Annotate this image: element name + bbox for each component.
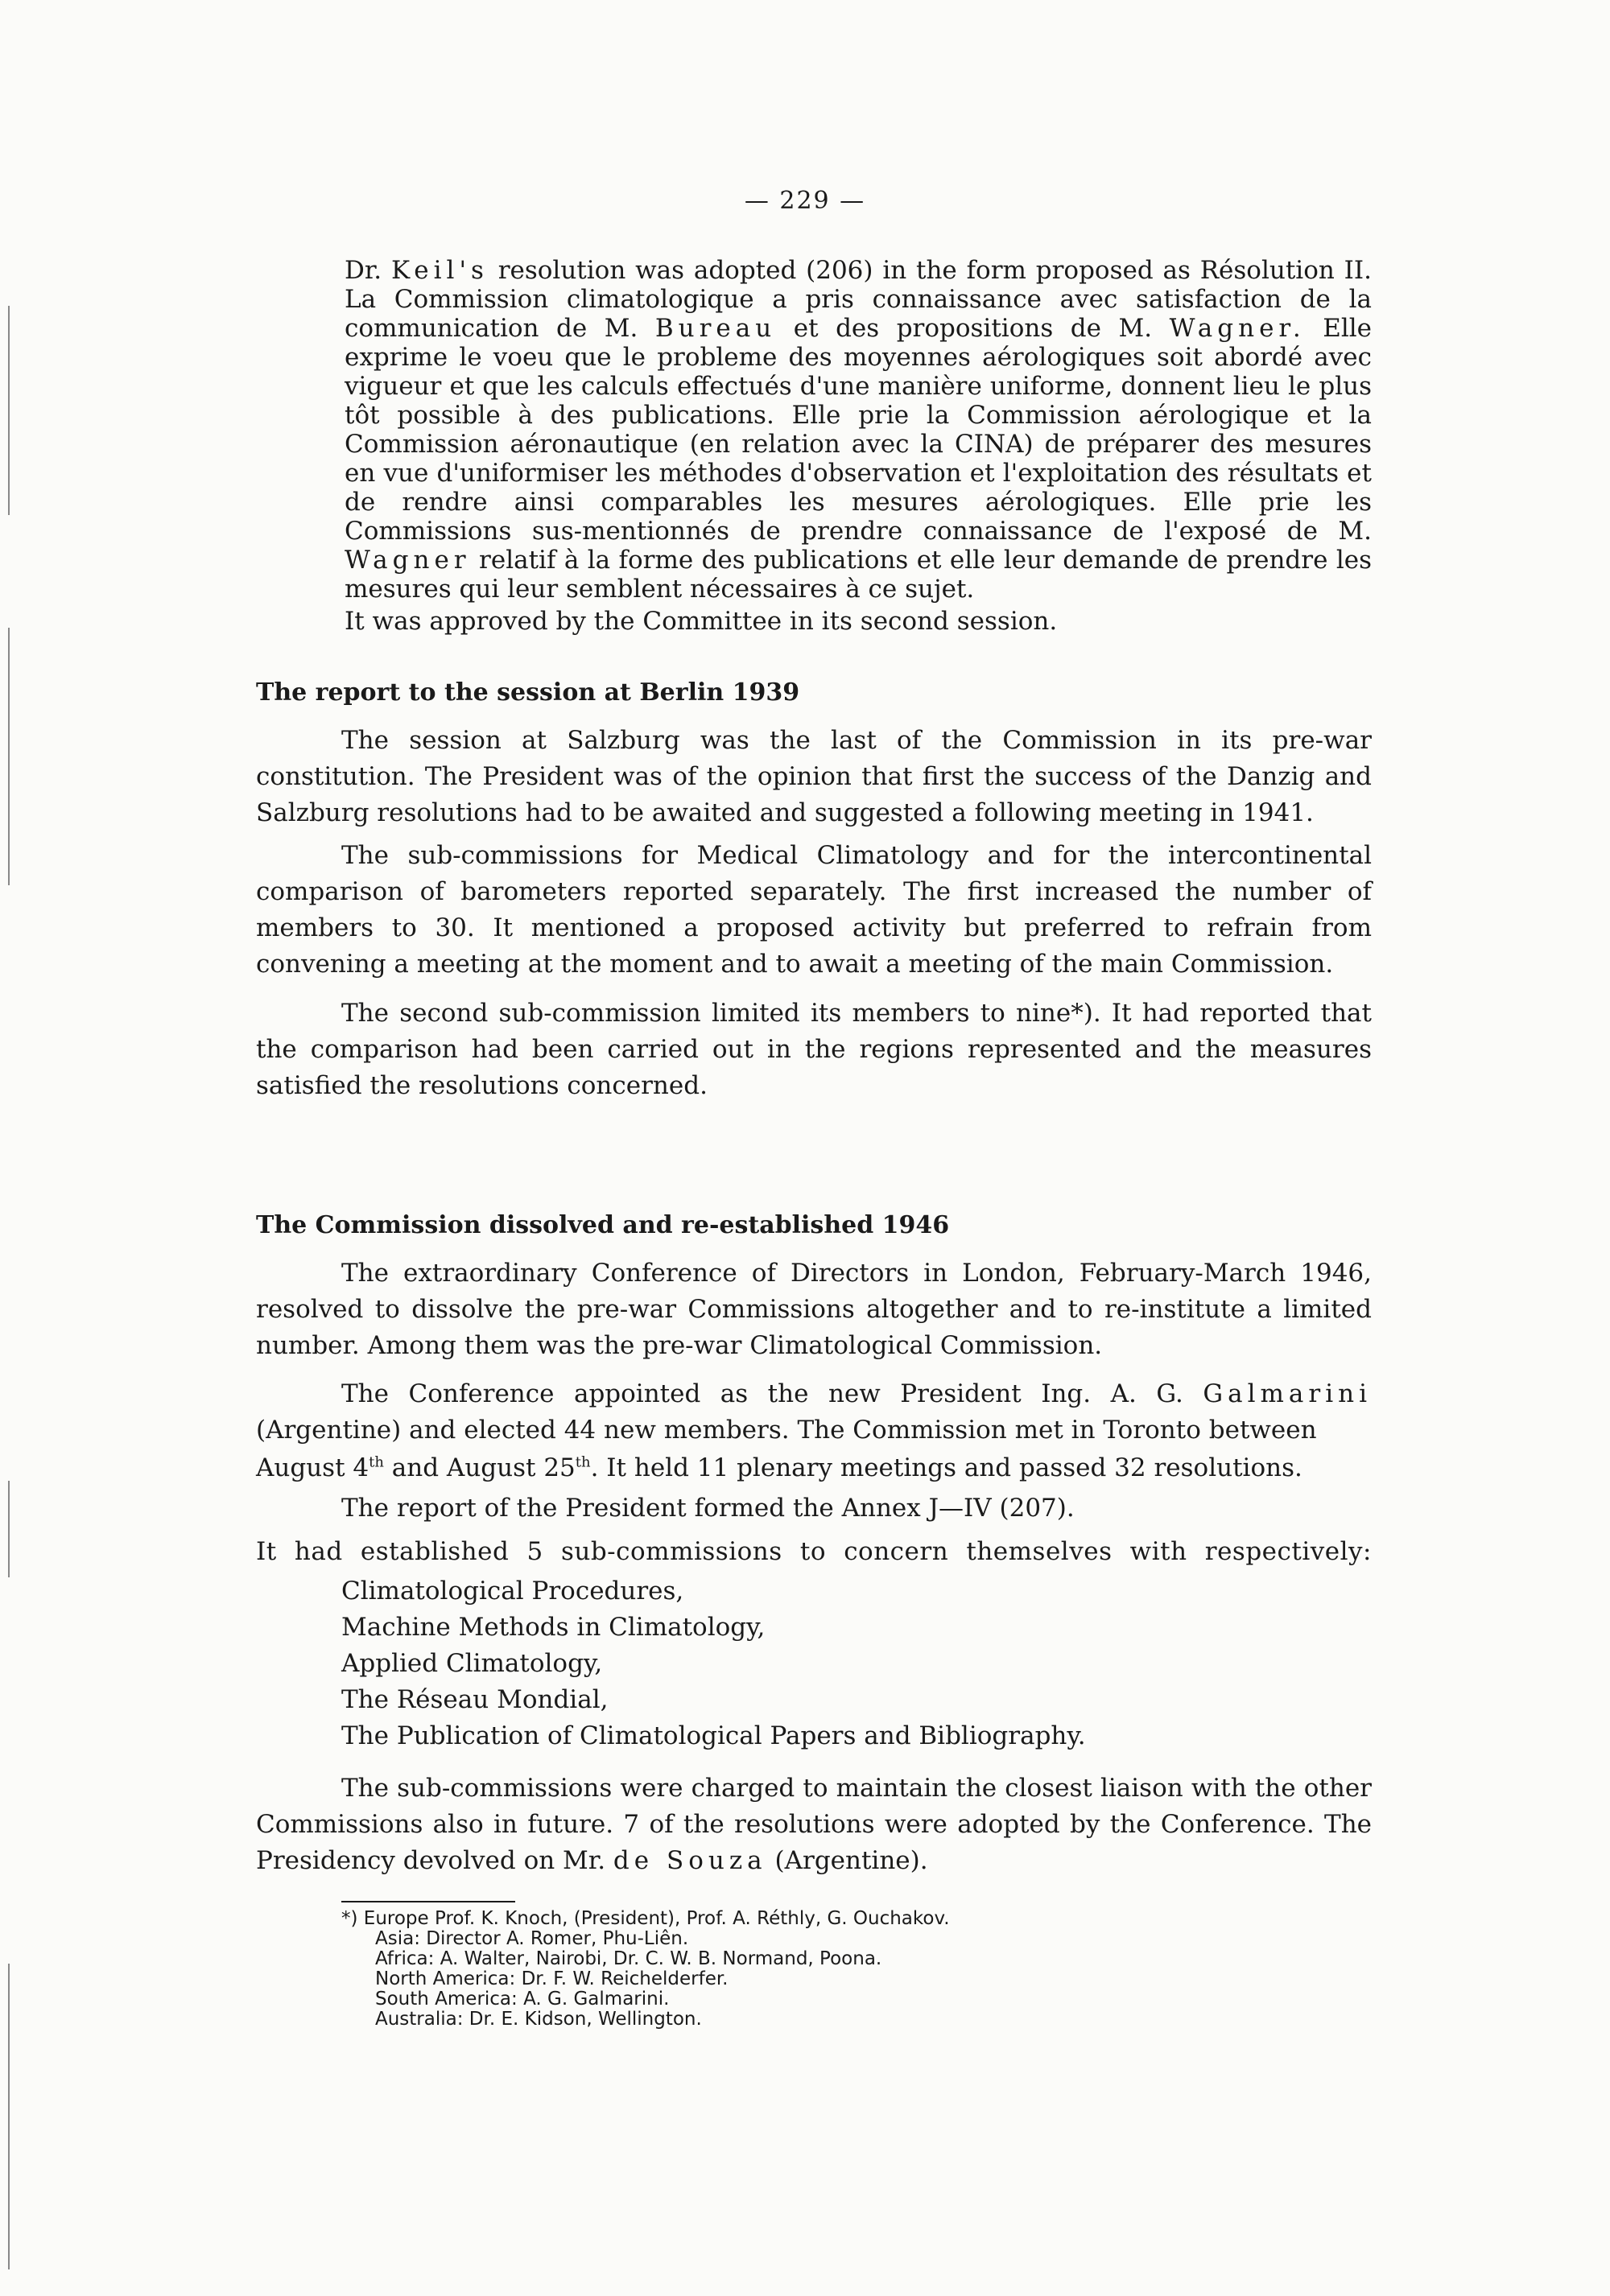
section1-body: [256, 723, 1372, 1104]
paragraph-line: (Argentine) and elected 44 new members. The Commission met in Toronto between: [256, 1416, 1317, 1445]
list-item: Applied Climatology,: [341, 1649, 603, 1678]
page-number: — 229 —: [744, 187, 866, 215]
footnote-divider: [341, 1901, 515, 1902]
list-item: Machine Methods in Climatology,: [341, 1613, 766, 1642]
paragraph: The session at Salzburg was the last of the Commission in its pre-war constitution. The President was of the opinion that first the success of the Danzig and Salzburg resolutions had to be awaited and suggested a following meeting in 1941.: [256, 726, 1372, 827]
section2-closing: [256, 1770, 1372, 1879]
approval-line: It was approved by the Committee in its second session.: [345, 607, 1058, 636]
text-segment: The sub-commissions were charged to maintain the closest liaison with the other Commissions also in future. 7 of the resolutions were adopted by the Conference. The Presidency devolved on Mr.: [256, 1774, 1372, 1875]
name-de-souza: de Souza: [613, 1846, 767, 1875]
paragraph: [256, 1770, 1372, 1879]
section-heading-berlin: The report to the session at Berlin 1939: [256, 678, 800, 707]
resolution-text: [345, 256, 1372, 636]
text-segment: relatif à la forme des publications et elle leur demande de prendre les mesures qui leur semblent nécessaires à ce sujet.: [345, 546, 1373, 604]
scan-margin-mark: [8, 628, 10, 885]
name-keil: Keil's: [390, 256, 489, 285]
footnote-line: Africa: A. Walter, Nairobi, Dr. C. W. B. Normand, Poona.: [375, 1948, 882, 1969]
paragraph-line: The report of the President formed the Annex J—IV (207).: [341, 1494, 1075, 1523]
name-bureau: Bureau: [654, 314, 777, 343]
name-wagner: Wagner: [345, 546, 471, 575]
text-segment: Elle exprime le voeu que le probleme des moyennes aérologiques soit abordé avec vigueur et que les calculs effectués d'une manière uniforme, donnent lieu le plus tôt possible à des publications. Elle prie la Commission aérologique et la Commission aéronautique (en relation avec la CINA) de préparer des mesures en vue d'uniformiser les méthodes d'observation et l'exploitation des résultats et de rendre ainsi comparables les mesures aérologiques. Elle prie les Commissions sus-mentionnés de prendre connaissance de l'exposé de M.: [345, 314, 1373, 546]
text-segment: and August 25: [383, 1453, 576, 1482]
footnote-line: Australia: Dr. E. Kidson, Wellington.: [375, 2009, 702, 2030]
paragraph-line: [256, 1450, 1302, 1486]
paragraph: The second sub-commission limited its members to nine*). It had reported that the comparison had been carried out in the regions represented and the measures satisfied the resolutions concerned.: [256, 999, 1372, 1100]
list-item: The Publication of Climatological Papers and Bibliography.: [341, 1721, 1086, 1750]
scan-margin-mark: [8, 1481, 10, 1577]
list-item: Climatological Procedures,: [341, 1577, 684, 1606]
resolution-paragraph: [345, 256, 1372, 604]
text-segment: (Argentine).: [774, 1846, 928, 1875]
paragraph: The sub-commissions for Medical Climatology and for the intercontinental comparison of barometers reported separately. The first increased the number of members to 30. It mentioned a proposed activity but preferred to refrain from convening a meeting at the moment and to await a meeting of the main Commission.: [256, 841, 1372, 979]
footnote-line: *) Europe Prof. K. Knoch, (President), Prof. A. Réthly, G. Ouchakov.: [341, 1908, 950, 1929]
superscript: th: [575, 1453, 591, 1471]
list-item: The Réseau Mondial,: [341, 1685, 609, 1714]
footnote: [341, 1909, 950, 2030]
section2-intro: [256, 1255, 1372, 1364]
superscript: th: [369, 1453, 384, 1471]
text-prefix: Dr.: [345, 256, 382, 285]
paragraph-line: It had established 5 sub-commissions to concern themselves with respectively:: [256, 1537, 1372, 1566]
name-galmarini: Galmarini: [1203, 1379, 1373, 1408]
text-segment: et des propositions de M.: [793, 314, 1153, 343]
text-segment: . It held 11 plenary meetings and passed 32 resolutions.: [590, 1453, 1302, 1482]
paragraph: The extraordinary Conference of Directors in London, February-March 1946, resolved to dissolve the pre-war Commissions altogether and to re-institute a limited number. Among them was the pre-war Climatological Commission.: [256, 1259, 1372, 1360]
text-segment: The Conference appointed as the new President Ing. A. G.: [341, 1379, 1183, 1408]
subcommission-list: [341, 1573, 1086, 1754]
text-segment: resolution was adopted (206) in the form proposed as Résolution II. La Commission climatologique a pris connaissance avec satisfaction de la communication de M.: [345, 256, 1372, 343]
footnote-line: North America: Dr. F. W. Reichelderfer.: [375, 1968, 729, 1989]
scan-margin-mark: [8, 306, 10, 515]
scan-margin-mark: [8, 1964, 10, 2269]
name-wagner: Wagner.: [1169, 314, 1306, 343]
paragraph-line: [341, 1376, 1372, 1412]
footnote-line: Asia: Director A. Romer, Phu-Liên.: [375, 1928, 689, 1949]
section-heading-1946: The Commission dissolved and re-established 1946: [256, 1211, 950, 1239]
footnote-line: South America: A. G. Galmarini.: [375, 1989, 670, 2010]
text-segment: August 4: [256, 1453, 369, 1482]
